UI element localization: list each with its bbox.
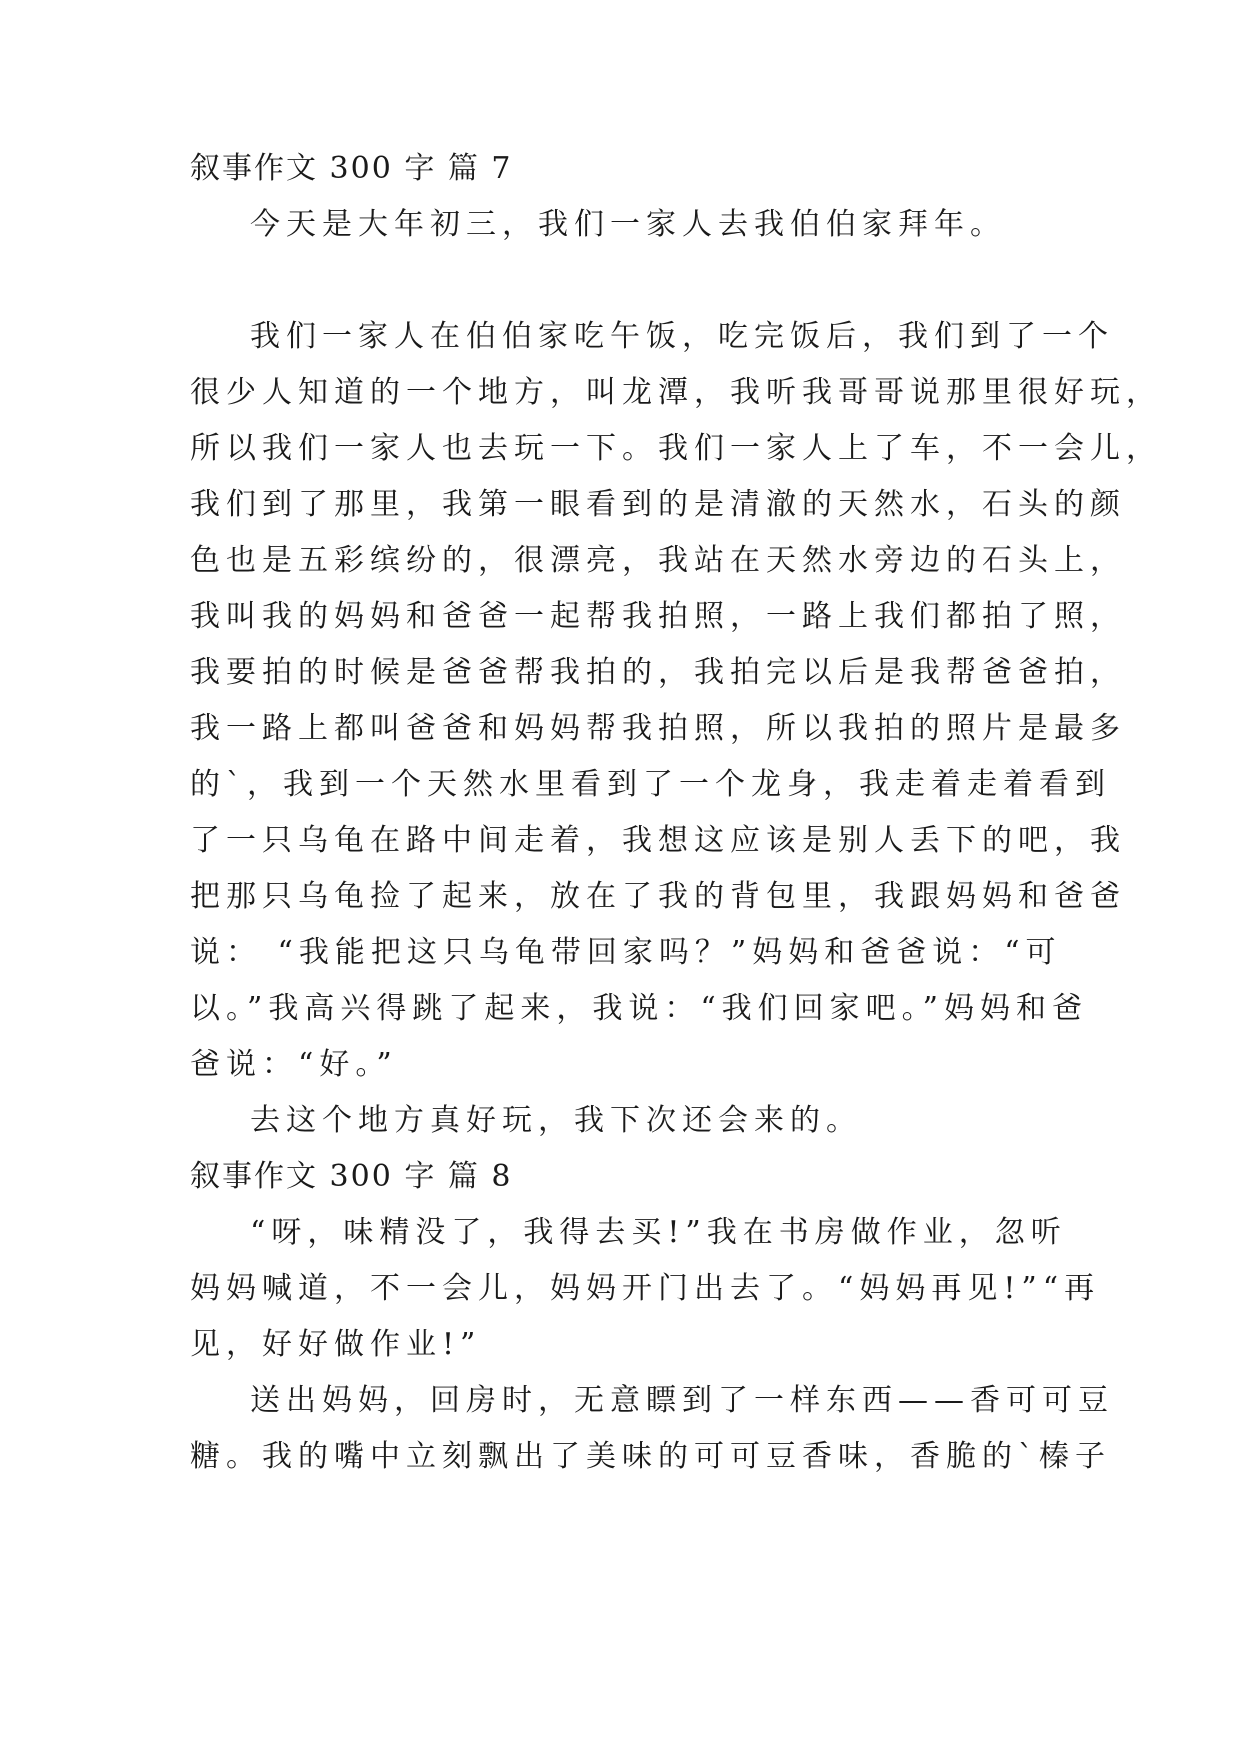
essay-7-heading: 叙事作文 300 字 篇 7: [190, 151, 513, 186]
essay-7-body-line: 我一路上都叫爸爸和妈妈帮我拍照，所以我拍的照片是最多: [190, 711, 1126, 746]
essay-7-body-line: 了一只乌龟在路中间走着，我想这应该是别人丢下的吧，我: [190, 823, 1126, 858]
essay-8-para1-line: “呀，味精没了，我得去买!”我在书房做作业，忽听: [250, 1215, 1067, 1250]
essay-7-body-line: 说： “我能把这只乌龟带回家吗？”妈妈和爸爸说：“可: [190, 935, 1062, 970]
essay-7-intro: 今天是大年初三，我们一家人去我伯伯家拜年。: [250, 207, 1006, 242]
essay-8-para1-line: 见，好好做作业!”: [190, 1327, 482, 1362]
essay-7-body-line: 爸说：“好。”: [190, 1047, 398, 1082]
essay-7-body-line: 所以我们一家人也去玩一下。我们一家人上了车，不一会儿，: [190, 431, 1162, 466]
essay-7-body-line: 我要拍的时候是爸爸帮我拍的，我拍完以后是我帮爸爸拍，: [190, 655, 1126, 690]
essay-7-body-line: 色也是五彩缤纷的，很漂亮，我站在天然水旁边的石头上，: [190, 543, 1126, 578]
essay-7-body-line: 以。”我高兴得跳了起来，我说：“我们回家吧。”妈妈和爸: [190, 991, 1089, 1026]
essay-7-body-line: 我们一家人在伯伯家吃午饭，吃完饭后，我们到了一个: [250, 319, 1114, 354]
essay-7-body-line: 我们到了那里，我第一眼看到的是清澈的天然水，石头的颜: [190, 487, 1126, 522]
essay-8-heading: 叙事作文 300 字 篇 8: [190, 1159, 513, 1194]
essay-8-para1-line: 妈妈喊道，不一会儿，妈妈开门出去了。“妈妈再见!”“再: [190, 1271, 1101, 1306]
essay-7-body-line: 很少人知道的一个地方，叫龙潭，我听我哥哥说那里很好玩，: [190, 375, 1162, 410]
essay-7-closing: 去这个地方真好玩，我下次还会来的。: [250, 1103, 862, 1138]
essay-7-body-line: 把那只乌龟捡了起来，放在了我的背包里，我跟妈妈和爸爸: [190, 879, 1126, 914]
essay-7-body-line: 我叫我的妈妈和爸爸一起帮我拍照，一路上我们都拍了照，: [190, 599, 1126, 634]
essay-8-para2-line: 糖。我的嘴中立刻飘出了美味的可可豆香味，香脆的`榛子: [190, 1439, 1111, 1474]
essay-8-para2-line: 送出妈妈，回房时，无意瞟到了一样东西——香可可豆: [250, 1383, 1114, 1418]
essay-7-body-line: 的`，我到一个天然水里看到了一个龙身，我走着走着看到: [190, 767, 1111, 802]
